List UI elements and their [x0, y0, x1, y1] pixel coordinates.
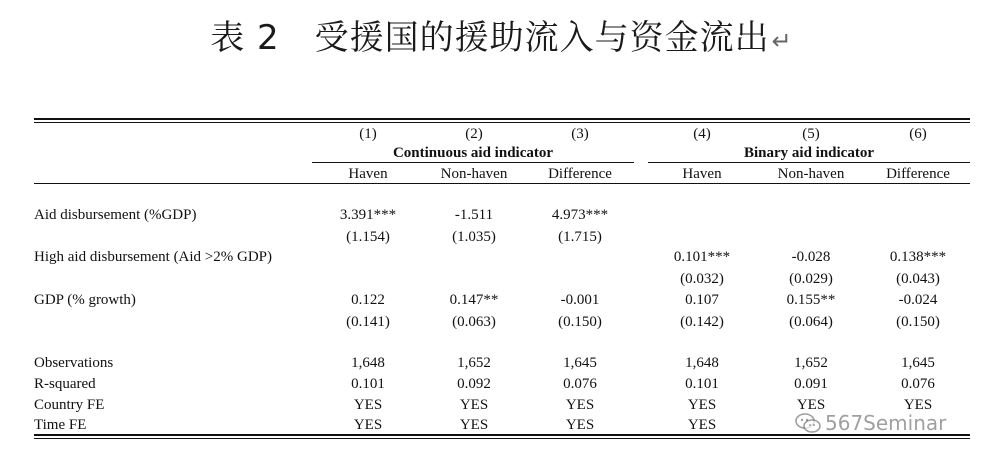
- table-cell: 3.391***: [339, 207, 397, 223]
- table-cell: (0.141): [346, 314, 390, 330]
- table-cell: -1.511: [454, 207, 494, 223]
- table-cell: 1,648: [351, 355, 385, 371]
- table-cell: YES: [459, 397, 489, 413]
- col-number-2: (2): [465, 126, 483, 142]
- table-cell: 0.076: [563, 376, 597, 392]
- watermark: [795, 411, 946, 435]
- table-cell: 0.122: [351, 292, 385, 308]
- col-number-6: (6): [909, 126, 927, 142]
- table-cell: (0.032): [680, 271, 724, 287]
- header-bottom-rule: [34, 183, 970, 184]
- col-number-3: (3): [571, 126, 589, 142]
- table-cell: (1.715): [558, 229, 602, 245]
- paragraph-return-mark: ↵: [771, 27, 793, 55]
- table-cell: 0.101: [685, 376, 719, 392]
- table-cell: 0.101: [351, 376, 385, 392]
- table-cell: 4.973***: [551, 207, 609, 223]
- row-label-aid-disbursement: Aid disbursement (%GDP): [34, 207, 197, 223]
- table-cell: -0.001: [560, 292, 600, 308]
- table-cell: YES: [687, 397, 717, 413]
- table-cell: 1,645: [563, 355, 597, 371]
- group-rule-continuous: [312, 162, 634, 163]
- top-rule-inner: [34, 122, 970, 123]
- top-rule: [34, 118, 970, 120]
- table-title: [0, 10, 1003, 59]
- watermark-text: 567Seminar: [825, 411, 947, 435]
- col-subheader-2: Non-haven: [440, 166, 508, 182]
- table-cell: 0.107: [685, 292, 719, 308]
- table-cell: YES: [565, 417, 595, 433]
- table-cell: (0.064): [789, 314, 833, 330]
- table-cell: -0.024: [898, 292, 938, 308]
- table-cell: (0.142): [680, 314, 724, 330]
- col-subheader-1: Haven: [348, 166, 388, 182]
- group-label-binary: Binary aid indicator: [743, 145, 874, 161]
- table-cell: YES: [796, 397, 826, 413]
- table-cell: YES: [353, 417, 383, 433]
- table-cell: 0.101***: [673, 249, 731, 265]
- table-cell: (1.154): [346, 229, 390, 245]
- col-subheader-5: Non-haven: [777, 166, 845, 182]
- table-cell: YES: [903, 397, 933, 413]
- table-cell: 0.155**: [786, 292, 836, 308]
- table-cell: (0.029): [789, 271, 833, 287]
- row-label-high-aid-disbursement: High aid disbursement (Aid >2% GDP): [34, 249, 273, 265]
- row-label-country-fe: Country FE: [34, 397, 105, 413]
- row-label-r-squared: R-squared: [34, 376, 96, 392]
- group-rule-binary: [648, 162, 970, 163]
- table-cell: 0.092: [457, 376, 491, 392]
- table-cell: YES: [565, 397, 595, 413]
- row-label-observations: Observations: [34, 355, 114, 371]
- table-title-text: 表 2 受援国的援助流入与资金流出: [210, 18, 770, 58]
- table-cell: (1.035): [452, 229, 496, 245]
- table-cell: 0.091: [794, 376, 828, 392]
- table-cell: YES: [687, 417, 717, 433]
- table-cell: (0.043): [896, 271, 940, 287]
- wechat-icon: [795, 413, 821, 433]
- table-cell: 1,645: [901, 355, 935, 371]
- bottom-rule-inner: [34, 438, 970, 439]
- table-cell: YES: [459, 417, 489, 433]
- table-cell: (0.150): [558, 314, 602, 330]
- table-cell: 0.076: [901, 376, 935, 392]
- row-label-gdp-growth: GDP (% growth): [34, 292, 136, 308]
- col-number-5: (5): [802, 126, 820, 142]
- col-subheader-6: Difference: [886, 166, 950, 182]
- table-cell: 0.138***: [889, 249, 947, 265]
- table-cell: 1,652: [794, 355, 828, 371]
- group-label-continuous: Continuous aid indicator: [392, 145, 554, 161]
- col-number-1: (1): [359, 126, 377, 142]
- row-label-time-fe: Time FE: [34, 417, 87, 433]
- table-cell: 1,648: [685, 355, 719, 371]
- col-subheader-4: Haven: [682, 166, 722, 182]
- table-cell: 0.147**: [449, 292, 499, 308]
- col-number-4: (4): [693, 126, 711, 142]
- table-cell: -0.028: [791, 249, 831, 265]
- col-subheader-3: Difference: [548, 166, 612, 182]
- table-cell: (0.150): [896, 314, 940, 330]
- table-cell: YES: [353, 397, 383, 413]
- table-cell: (0.063): [452, 314, 496, 330]
- table-cell: 1,652: [457, 355, 491, 371]
